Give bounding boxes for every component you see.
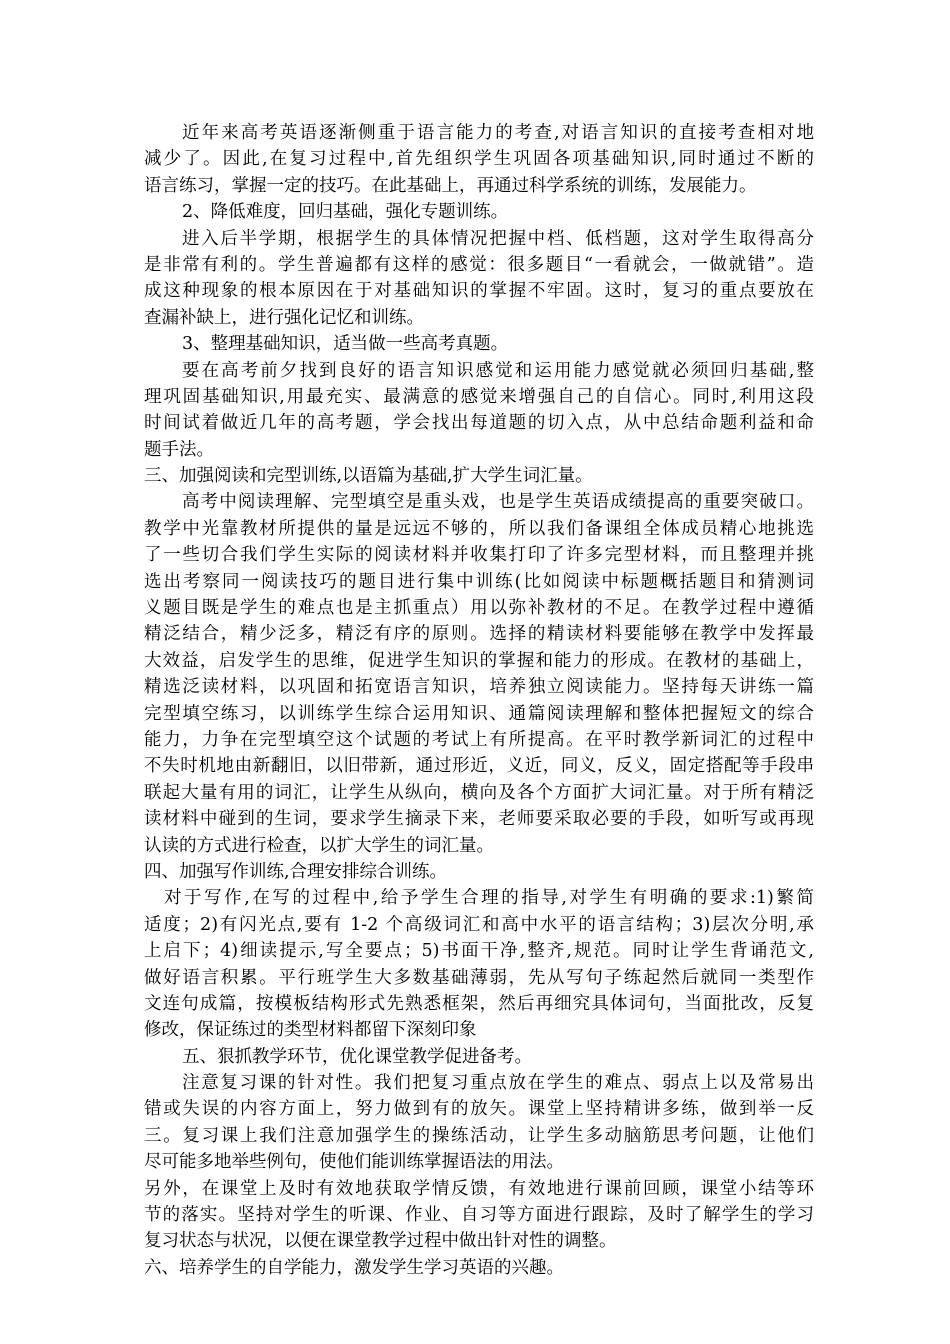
paragraph	[144, 1070, 814, 1176]
text-line: 题手法。	[144, 439, 214, 460]
text-line: 三、加强阅读和完型训练,以语篇为基础,扩大学生词汇量。	[144, 466, 593, 487]
paragraph	[144, 885, 814, 1043]
text-line: 语言练习，掌握一定的技巧。在此基础上，再通过科学系统的训练，发展能力。	[144, 175, 757, 196]
text-line: 上启下；4)细读提示,写全要点；5)书面干净,整齐,规范。同时让学生背诵范文,	[144, 941, 814, 962]
text-line: 注意复习课的针对性。我们把复习重点放在学生的难点、弱点上以及常易出	[182, 1073, 814, 1094]
section-heading	[144, 1044, 814, 1070]
text-line: 另外，在课堂上及时有效地获取学情反馈，有效地进行课前回顾，课堂小结等环	[144, 1178, 814, 1199]
text-line: 尽可能多地举些例句，使他们能训练掌握语法的用法。	[144, 1152, 564, 1173]
text-line: 理巩固基础知识,用最充实、最满意的感觉来增强自己的自信心。同时,利用这段	[144, 386, 814, 407]
paragraph	[144, 358, 814, 464]
text-line: 成这种现象的根本原因在于对基础知识的掌握不牢固。这时，复习的重点要放在	[144, 281, 814, 302]
section-heading	[144, 331, 814, 357]
text-line: 六、培养学生的自学能力，激发学生学习英语的兴趣。	[144, 1257, 564, 1278]
text-line: 义题目既是学生的难点也是主抓重点）用以弥补教材的不足。在教学过程中遵循	[144, 598, 814, 619]
paragraph	[144, 226, 814, 332]
text-line: 查漏补缺上，进行强化记忆和训练。	[144, 307, 424, 328]
text-line: 时间试着做近几年的高考题，学会找出每道题的切入点，从中总结命题利益和命	[144, 413, 814, 434]
text-line: 是非常有利的。学生普遍都有这样的感觉：很多题目“一看就会，一做就错”。造	[144, 254, 814, 275]
text-line: 了一些切合我们学生实际的阅读材料并收集打印了许多完型材料，而且整理并挑	[144, 545, 814, 566]
text-line: 认读的方式进行检查，以扩大学生的词汇量。	[144, 835, 494, 856]
text-line: 2、降低难度，回归基础，强化专题训练。	[182, 202, 509, 223]
text-line: 错或失误的内容方面上，努力做到有的放矢。课堂上坚持精讲多练，做到举一反	[144, 1099, 814, 1120]
text-line: 3、整理基础知识，适当做一些高考真题。	[182, 334, 509, 355]
text-line: 能力，力争在完型填空这个试题的考试上有所提高。在平时教学新词汇的过程中	[144, 729, 814, 750]
text-line: 节的落实。坚持对学生的听课、作业、自习等方面进行跟踪，及时了解学生的学习	[144, 1205, 814, 1226]
text-line: 适度；2)有闪光点,要有 1-2 个高级词汇和高中水平的语言结构；3)层次分明,承	[144, 914, 814, 935]
text-line: 对于写作,在写的过程中,给予学生合理的指导,对学生有明确的要求:1)繁简	[164, 888, 814, 909]
text-line: 近年来高考英语逐渐侧重于语言能力的考查,对语言知识的直接考查相对地	[182, 123, 814, 143]
text-line: 要在高考前夕找到良好的语言知识感觉和运用能力感觉就必须回归基础,整	[182, 360, 814, 381]
text-line: 修改，保证练过的类型材料都留下深刻印象	[144, 1020, 477, 1041]
text-line: 做好语言积累。平行班学生大多数基础薄弱，先从写句子练起然后就同一类型作	[144, 967, 814, 988]
paragraph	[144, 120, 814, 199]
section-heading	[144, 463, 814, 489]
text-line: 读材料中碰到的生词，要求学生摘录下来，老师要采取必要的手段，如听写或再现	[144, 809, 814, 830]
paragraph	[144, 489, 814, 858]
text-line: 联起大量有用的词汇，让学生从纵向，横向及各个方面扩大词汇量。对于所有精泛	[144, 782, 814, 803]
section-heading	[144, 199, 814, 225]
text-line: 三。复习课上我们注意加强学生的操练活动，让学生多动脑筋思考问题，让他们	[144, 1125, 814, 1146]
paragraph	[144, 1176, 814, 1255]
text-line: 精泛结合，精少泛多，精泛有序的原则。选择的精读材料要能够在教学中发挥最	[144, 624, 814, 645]
text-line: 五、狠抓教学环节，优化课堂教学促进备考。	[182, 1046, 532, 1067]
text-line: 选出考察同一阅读技巧的题目进行集中训练(比如阅读中标题概括题目和猜测词	[144, 571, 814, 592]
text-line: 进入后半学期，根据学生的具体情况把握中档、低档题，这对学生取得高分	[182, 228, 814, 249]
section-heading	[144, 859, 814, 885]
text-line: 减少了。因此,在复习过程中,首先组织学生巩固各项基础知识,同时通过不断的	[144, 149, 814, 170]
text-line: 完型填空练习，以训练学生综合运用知识、通篇阅读理解和整体把握短文的综合	[144, 703, 814, 724]
text-line: 高考中阅读理解、完型填空是重头戏，也是学生英语成绩提高的重要突破口。	[182, 492, 814, 513]
document-body	[144, 120, 814, 1281]
text-line: 教学中光靠教材所提供的量是远远不够的，所以我们备课组全体成员精心地挑选	[144, 518, 814, 539]
section-heading	[144, 1255, 814, 1281]
text-line: 文连句成篇，按模板结构形式先熟悉框架，然后再细究具体词句，当面批改，反复	[144, 993, 814, 1014]
text-line: 精选泛读材料，以巩固和拓宽语言知识，培养独立阅读能力。坚持每天讲练一篇	[144, 677, 814, 698]
text-line: 复习状态与状况，以便在课堂教学过程中做出针对性的调整。	[144, 1231, 617, 1252]
text-line: 四、加强写作训练,合理安排综合训练。	[144, 861, 448, 882]
text-line: 不失时机地由新翻旧，以旧带新，通过形近，义近，同义，反义，固定搭配等手段串	[144, 756, 814, 777]
text-line: 大效益，启发学生的思维，促进学生知识的掌握和能力的形成。在教材的基础上，	[144, 650, 814, 671]
